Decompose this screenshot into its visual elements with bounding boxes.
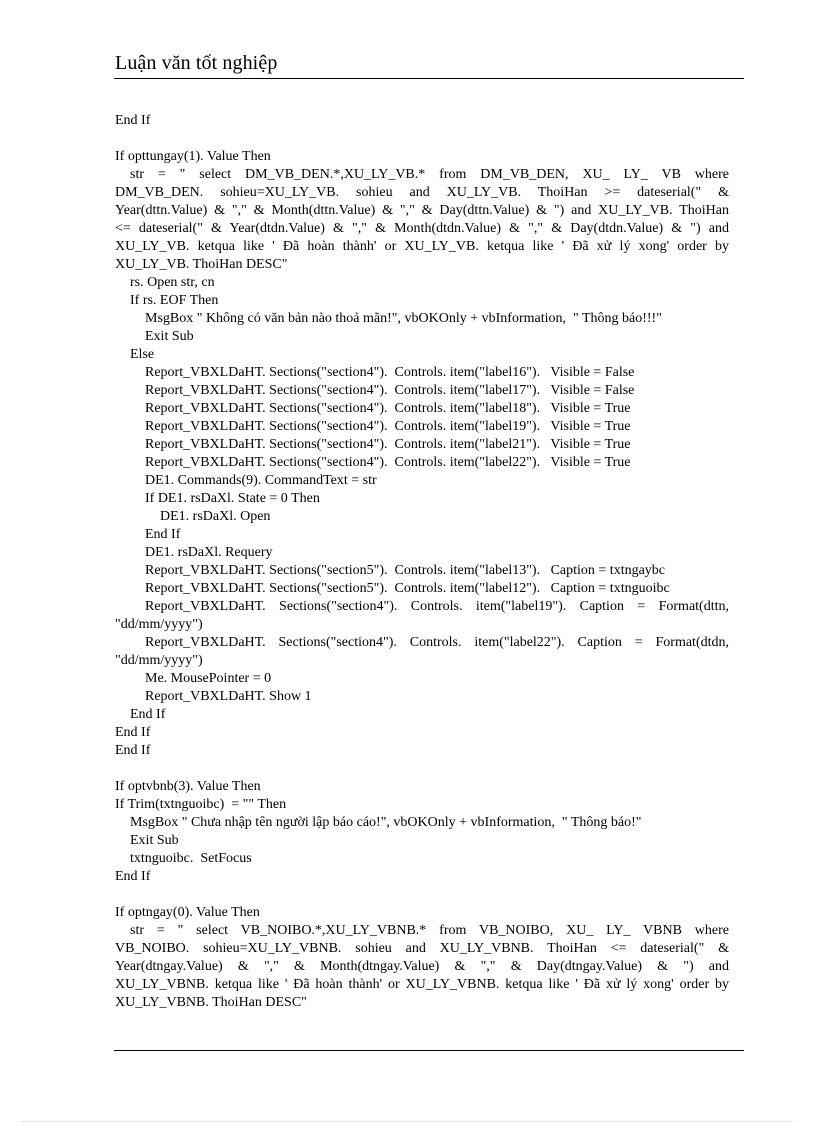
code-line: VB_NOIBO. sohieu=XU_LY_VBNB. sohieu and XU_LY_VBNB. ThoiHan <= dateserial(" & xyxy=(115,941,729,956)
code-line: Year(dtngay.Value) & "," & Month(dtngay.Value) & "," & Day(dtngay.Value) & ") and xyxy=(115,959,729,974)
code-line: If optngay(0). Value Then xyxy=(115,905,260,920)
code-line: Report_VBXLDaHT. Sections("section5"). Controls. item("label12"). Caption = txtnguoibc xyxy=(145,581,670,596)
code-line: XU_LY_VB. ketqua like ' Đã hoàn thành' or XU_LY_VB. ketqua like ' Đã xử lý xong' order by xyxy=(115,239,729,254)
code-line: Report_VBXLDaHT. Sections("section4"). Controls. item("label22"). Visible = True xyxy=(145,455,631,470)
header-rule xyxy=(114,78,744,79)
code-line: End If xyxy=(115,869,151,884)
code-line: XU_LY_VBNB. ThoiHan DESC" xyxy=(115,995,307,1010)
code-line: End If xyxy=(115,725,151,740)
code-listing xyxy=(115,112,729,1012)
code-line: End If xyxy=(115,743,151,758)
code-line: Report_VBXLDaHT. Sections("section4"). Controls. item("label16"). Visible = False xyxy=(145,365,635,380)
code-line: MsgBox " Chưa nhập tên người lập báo cáo!", vbOKOnly + vbInformation, " Thông báo!" xyxy=(130,815,642,830)
code-line: If optvbnb(3). Value Then xyxy=(115,779,261,794)
code-line: Year(dttn.Value) & "," & Month(dttn.Value) & "," & Day(dttn.Value) & ") and XU_LY_VB. ThoiHan xyxy=(115,203,729,218)
code-line: Me. MousePointer = 0 xyxy=(145,671,272,686)
code-line: Exit Sub xyxy=(145,329,194,344)
code-line: str = " select DM_VB_DEN.*,XU_LY_VB.* from DM_VB_DEN, XU_ LY_ VB where xyxy=(130,167,729,182)
code-line: If opttungay(1). Value Then xyxy=(115,149,271,164)
blank-line xyxy=(115,886,729,904)
code-line: "dd/mm/yyyy") xyxy=(115,653,203,668)
code-line: DM_VB_DEN. sohieu=XU_LY_VB. sohieu and XU_LY_VB. ThoiHan >= dateserial(" & xyxy=(115,185,729,200)
code-line: str = " select VB_NOIBO.*,XU_LY_VBNB.* from VB_NOIBO, XU_ LY_ VBNB where xyxy=(130,923,729,938)
code-line: End If xyxy=(115,113,151,128)
code-line: <= dateserial(" & Year(dtdn.Value) & "," & Month(dtdn.Value) & "," & Day(dtdn.Value) & ") and xyxy=(115,221,729,236)
code-line: End If xyxy=(130,707,166,722)
code-line: Report_VBXLDaHT. Sections("section5"). Controls. item("label13"). Caption = txtngaybc xyxy=(145,563,666,578)
code-line: Report_VBXLDaHT. Show 1 xyxy=(145,689,312,704)
code-line: Report_VBXLDaHT. Sections("section4"). Controls. item("label19"). Visible = True xyxy=(145,419,631,434)
blank-line xyxy=(115,130,729,148)
code-line: MsgBox " Không có văn bản nào thoả mãn!", vbOKOnly + vbInformation, " Thông báo!!!" xyxy=(145,311,662,326)
code-line: Else xyxy=(130,347,155,362)
code-line: Report_VBXLDaHT. Sections("section4"). Controls. item("label18"). Visible = True xyxy=(145,401,631,416)
code-line: If DE1. rsDaXl. State = 0 Then xyxy=(145,491,320,506)
page-bottom-border xyxy=(22,1121,794,1122)
code-line: Report_VBXLDaHT. Sections("section4"). Controls. item("label17"). Visible = False xyxy=(145,383,635,398)
code-line: DE1. rsDaXl. Requery xyxy=(145,545,273,560)
code-line: Report_VBXLDaHT. Sections("section4"). Controls. item("label21"). Visible = True xyxy=(145,437,631,452)
code-line: Exit Sub xyxy=(130,833,179,848)
code-line: "dd/mm/yyyy") xyxy=(115,617,203,632)
code-line: XU_LY_VBNB. ketqua like ' Đã hoàn thành' or XU_LY_VBNB. ketqua like ' Đã xử lý xong' order by xyxy=(115,977,729,992)
code-line: DE1. Commands(9). CommandText = str xyxy=(145,473,377,488)
blank-line xyxy=(115,760,729,778)
code-line: DE1. rsDaXl. Open xyxy=(160,509,271,524)
code-line: Report_VBXLDaHT. Sections("section4"). Controls. item("label22"). Caption = Format(dtdn, xyxy=(145,635,729,650)
code-line: txtnguoibc. SetFocus xyxy=(130,851,252,866)
code-line: XU_LY_VB. ThoiHan DESC" xyxy=(115,257,288,272)
code-line: If rs. EOF Then xyxy=(130,293,219,308)
code-line: If Trim(txtnguoibc) = "" Then xyxy=(115,797,287,812)
code-line: rs. Open str, cn xyxy=(130,275,215,290)
code-line: Report_VBXLDaHT. Sections("section4"). Controls. item("label19"). Caption = Format(dttn, xyxy=(145,599,729,614)
code-line: End If xyxy=(145,527,181,542)
footer-rule xyxy=(114,1050,744,1051)
page-header-title: Luận văn tốt nghiệp xyxy=(115,52,278,74)
